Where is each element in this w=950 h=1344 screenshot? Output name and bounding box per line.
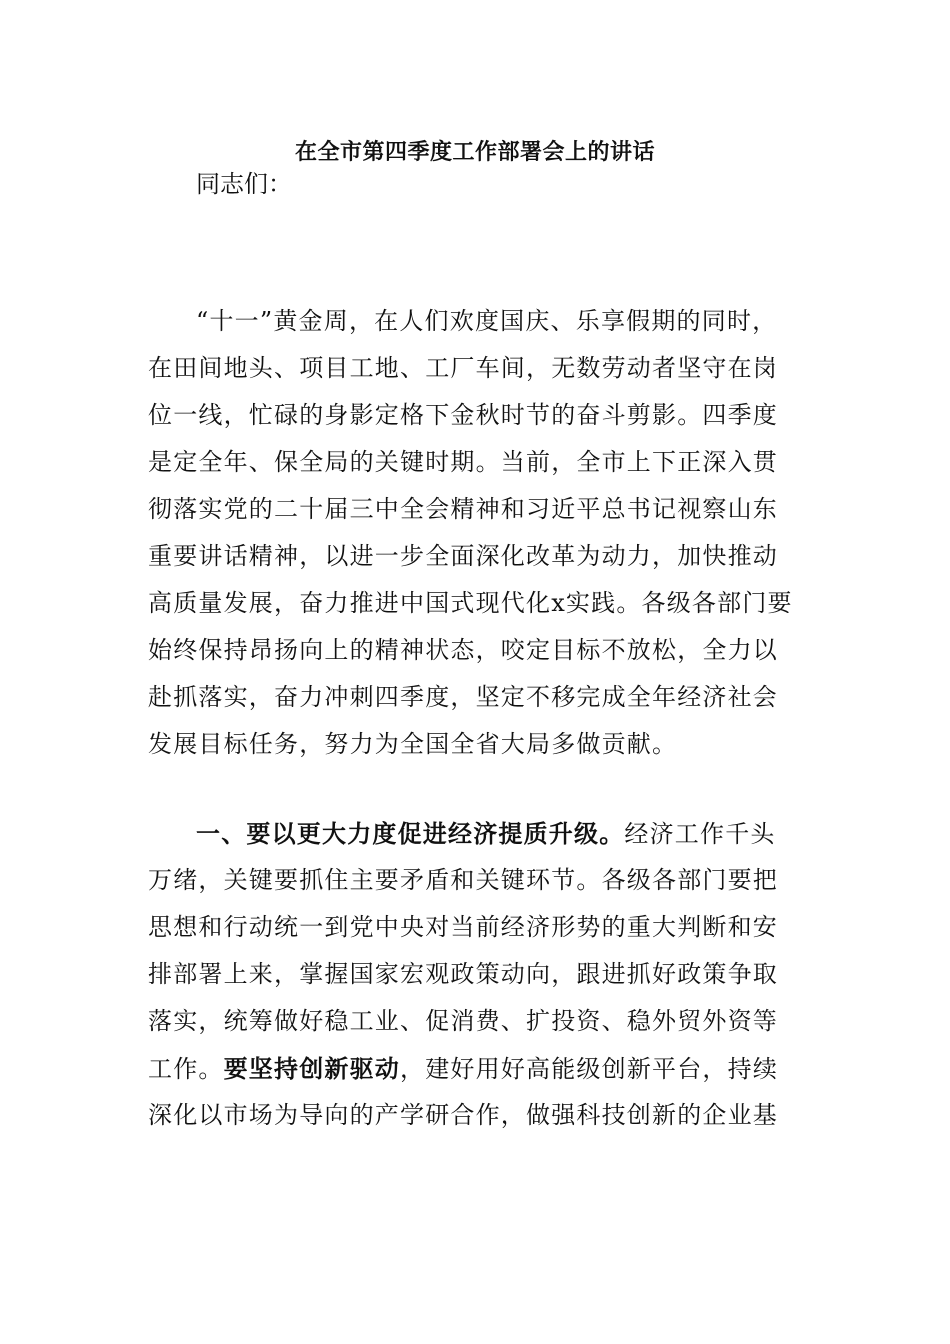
salutation: 同志们： <box>196 170 292 198</box>
text-line: 重要讲话精神，以进一步全面深化改革为动力，加快推动 <box>148 542 778 570</box>
text-line: 万绪，关键要抓住主要矛盾和关键环节。各级各部门要把 <box>148 866 778 894</box>
text-run: 经济工作千头 <box>624 820 776 848</box>
text-line: 彻落实党的二十届三中全会精神和习近平总书记视察山东 <box>148 495 778 523</box>
text-line <box>148 810 808 857</box>
text-run: 工作。 <box>148 1055 224 1083</box>
text-line: 赴抓落实，奋力冲刺四季度，坚定不移完成全年经济社会 <box>148 683 778 711</box>
text-line: 深化以市场为导向的产学研合作，做强科技创新的企业基 <box>148 1101 778 1129</box>
emphasis-text: 要坚持创新驱动 <box>223 1054 401 1083</box>
paragraph-intro <box>148 298 808 768</box>
text-line: 高质量发展，奋力推进中国式现代化x实践。各级各部门要 <box>148 589 793 617</box>
text-line <box>148 1045 808 1092</box>
text-line: 思想和行动统一到党中央对当前经济形势的重大判断和安 <box>148 913 778 941</box>
text-line: “十一”黄金周，在人们欢度国庆、乐享假期的同时， <box>196 307 778 335</box>
text-line: 在田间地头、项目工地、工厂车间，无数劳动者坚守在岗 <box>148 354 778 382</box>
section-heading: 一、要以更大力度促进经济提质升级。 <box>196 819 625 848</box>
text-line: 始终保持昂扬向上的精神状态，咬定目标不放松，全力以 <box>148 636 778 664</box>
paragraph-section-one <box>148 810 808 1139</box>
text-line: 发展目标任务，努力为全国全省大局多做贡献。 <box>148 730 678 758</box>
text-line: 位一线，忙碌的身影定格下金秋时节的奋斗剪影。四季度 <box>148 401 778 429</box>
text-line: 落实，统筹做好稳工业、促消费、扩投资、稳外贸外资等 <box>148 1007 778 1035</box>
document-title: 在全市第四季度工作部署会上的讲话 <box>294 139 655 165</box>
text-line: 是定全年、保全局的关键时期。当前，全市上下正深入贯 <box>148 448 778 476</box>
text-run: ，建好用好高能级创新平台，持续 <box>400 1055 779 1083</box>
text-line: 排部署上来，掌握国家宏观政策动向，跟进抓好政策争取 <box>148 960 778 988</box>
